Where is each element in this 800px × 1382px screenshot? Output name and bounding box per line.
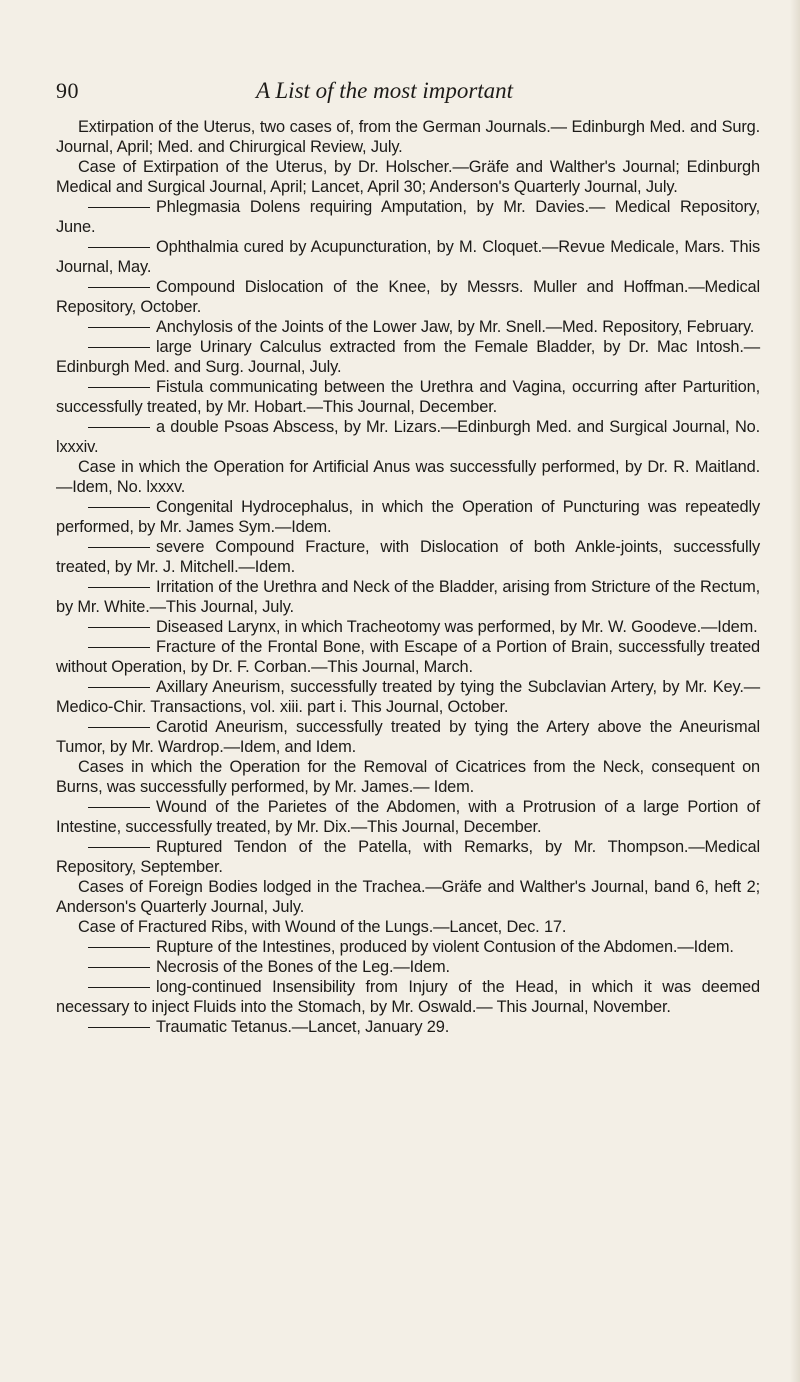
list-item (56, 917, 760, 937)
entry-text: Compound Dislocation of the Knee, by Messrs. Muller and Hoffman.—Medical Repository, October. (56, 278, 760, 316)
list-item (56, 757, 760, 797)
list-item (56, 717, 760, 757)
ditto-dash (88, 587, 150, 588)
entry-text: Diseased Larynx, in which Tracheotomy was performed, by Mr. W. Goodeve.—Idem. (156, 618, 758, 636)
ditto-dash (88, 287, 150, 288)
running-title: A List of the most important (256, 78, 514, 103)
entry-text: Wound of the Parietes of the Abdomen, with a Protrusion of a large Portion of Intestine, successfully treated, by Mr. Dix.—This Journal, December. (56, 798, 760, 836)
ditto-dash (88, 507, 150, 508)
list-item (56, 677, 760, 717)
entry-list (56, 117, 760, 1037)
entry-text: Case of Fractured Ribs, with Wound of the Lungs.—Lancet, Dec. 17. (78, 918, 567, 936)
list-item (56, 957, 760, 977)
ditto-dash (88, 847, 150, 848)
ditto-dash (88, 807, 150, 808)
list-item (56, 977, 760, 1017)
ditto-dash (88, 987, 150, 988)
ditto-dash (88, 347, 150, 348)
list-item (56, 797, 760, 837)
entry-text: Case of Extirpation of the Uterus, by Dr. Holscher.—Gräfe and Walther's Journal; Edinburgh Medical and Surgical Journal, April; Lancet, April 30; Anderson's Quarterly Journal, July. (56, 158, 760, 196)
ditto-dash (88, 387, 150, 388)
list-item (56, 457, 760, 497)
ditto-dash (88, 327, 150, 328)
entry-text: Traumatic Tetanus.—Lancet, January 29. (156, 1018, 450, 1036)
entry-text: Cases of Foreign Bodies lodged in the Trachea.—Gräfe and Walther's Journal, band 6, heft 2; Anderson's Quarterly Journal, July. (56, 878, 760, 916)
entry-text: large Urinary Calculus extracted from the Female Bladder, by Dr. Mac Intosh.—Edinburgh Med. and Surg. Journal, July. (56, 338, 760, 376)
list-item (56, 157, 760, 197)
entry-text: Carotid Aneurism, successfully treated by tying the Artery above the Aneurismal Tumor, by Mr. Wardrop.—Idem, and Idem. (56, 718, 760, 756)
list-item (56, 877, 760, 917)
list-item (56, 1017, 760, 1037)
page-number: 90 (56, 78, 79, 103)
ditto-dash (88, 727, 150, 728)
ditto-dash (88, 627, 150, 628)
page-edge-shadow (790, 0, 800, 1382)
list-item (56, 417, 760, 457)
list-item (56, 197, 760, 237)
list-item (56, 277, 760, 317)
ditto-dash (88, 947, 150, 948)
ditto-dash (88, 967, 150, 968)
entry-text: Necrosis of the Bones of the Leg.—Idem. (156, 958, 450, 976)
list-item (56, 637, 760, 677)
list-item (56, 937, 760, 957)
page-header (56, 78, 756, 118)
list-item (56, 837, 760, 877)
list-item (56, 377, 760, 417)
ditto-dash (88, 687, 150, 688)
ditto-dash (88, 427, 150, 428)
ditto-dash (88, 647, 150, 648)
entry-text: Axillary Aneurism, successfully treated by tying the Subclavian Artery, by Mr. Key.—Medico-Chir. Transactions, vol. xiii. part i. This Journal, October. (56, 678, 760, 716)
entry-text: long-continued Insensibility from Injury of the Head, in which it was deemed necessary to inject Fluids into the Stomach, by Mr. Oswald.— This Journal, November. (56, 978, 760, 1016)
entry-text: Anchylosis of the Joints of the Lower Jaw, by Mr. Snell.—Med. Repository, February. (156, 318, 755, 336)
list-item (56, 237, 760, 277)
list-item (56, 537, 760, 577)
entry-text: Congenital Hydrocephalus, in which the Operation of Puncturing was repeatedly performed, by Mr. James Sym.—Idem. (56, 498, 760, 536)
entry-text: Fistula communicating between the Urethra and Vagina, occurring after Parturition, successfully treated, by Mr. Hobart.—This Journal, December. (56, 378, 760, 416)
entry-text: Cases in which the Operation for the Removal of Cicatrices from the Neck, consequent on Burns, was successfully performed, by Mr. James.— Idem. (56, 758, 760, 796)
entry-text: Ruptured Tendon of the Patella, with Remarks, by Mr. Thompson.—Medical Repository, September. (56, 838, 760, 876)
list-item (56, 117, 760, 157)
ditto-dash (88, 1027, 150, 1028)
entry-text: a double Psoas Abscess, by Mr. Lizars.—Edinburgh Med. and Surgical Journal, No. lxxxiv. (56, 418, 760, 456)
entry-text: Ophthalmia cured by Acupuncturation, by M. Cloquet.—Revue Medicale, Mars. This Journal, May. (56, 238, 760, 276)
list-item (56, 577, 760, 617)
list-item (56, 497, 760, 537)
list-item (56, 317, 760, 337)
ditto-dash (88, 247, 150, 248)
list-item (56, 617, 760, 637)
ditto-dash (88, 547, 150, 548)
entry-text: severe Compound Fracture, with Dislocation of both Ankle-joints, successfully treated, by Mr. J. Mitchell.—Idem. (56, 538, 760, 576)
entry-text: Irritation of the Urethra and Neck of the Bladder, arising from Stricture of the Rectum, by Mr. White.—This Journal, July. (56, 578, 760, 616)
entry-text: Rupture of the Intestines, produced by violent Contusion of the Abdomen.—Idem. (156, 938, 734, 956)
ditto-dash (88, 207, 150, 208)
entry-text: Extirpation of the Uterus, two cases of, from the German Journals.— Edinburgh Med. and Surg. Journal, April; Med. and Chirurgical Review, July. (56, 118, 760, 156)
entry-text: Phlegmasia Dolens requiring Amputation, by Mr. Davies.— Medical Repository, June. (56, 198, 760, 236)
entry-text: Fracture of the Frontal Bone, with Escape of a Portion of Brain, successfully treated without Operation, by Dr. F. Corban.—This Journal, March. (56, 638, 760, 676)
entry-text: Case in which the Operation for Artificial Anus was successfully performed, by Dr. R. Maitland.—Idem, No. lxxxv. (56, 458, 760, 496)
list-item (56, 337, 760, 377)
